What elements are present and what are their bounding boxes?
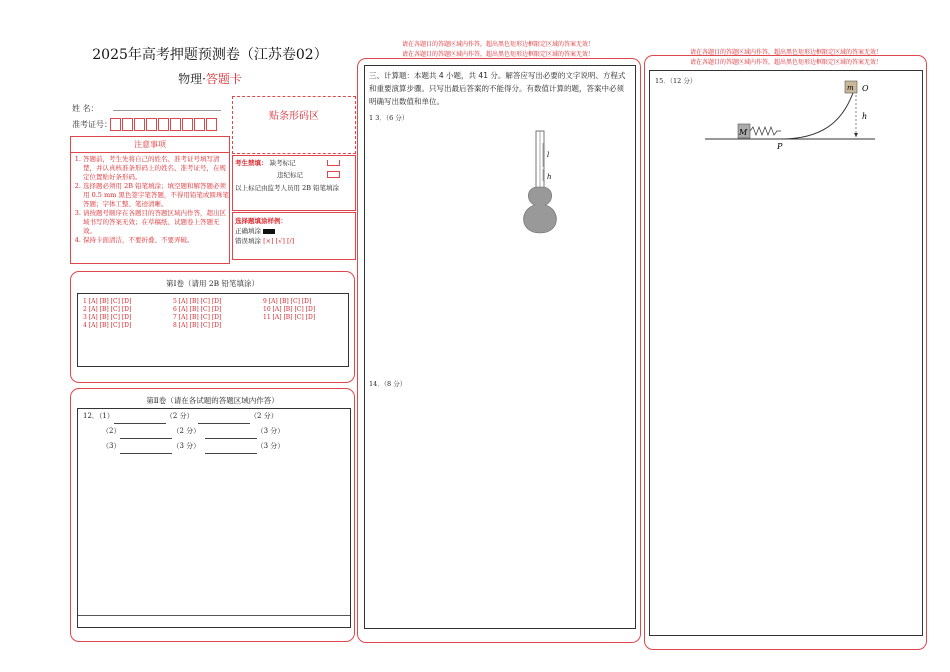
section3-instructions: 三、计算题：本题共 4 小题，共 41 分。解答应写出必要的文字说明、方程式和重要演算步骤。只写出最后答案的不能得分。有数值计算的题，答案中必须明确写出数值和单位。 xyxy=(369,71,626,106)
notes-box xyxy=(70,136,230,264)
figure-label-h: h xyxy=(547,173,552,181)
points-label: （3 分） xyxy=(172,442,201,450)
violation-label: 违纪标记 xyxy=(277,171,303,179)
correct-fill-mark xyxy=(263,229,275,234)
violation-checkbox[interactable] xyxy=(327,171,340,178)
wrong-fill-marks: [×] [√] [/] xyxy=(263,237,295,245)
answer-row[interactable]: 6 [A] [B] [C] [D] xyxy=(173,306,222,313)
figure-label-M: M xyxy=(739,128,748,137)
warning-text: 请在各题目的答题区域内作答，超出黑色矩形边框限定区域的答案无效！ xyxy=(401,41,594,48)
barcode-area xyxy=(232,96,356,154)
points-label: （3 分） xyxy=(256,427,285,435)
exam-marks-box xyxy=(232,155,356,211)
id-boxes[interactable] xyxy=(110,116,218,135)
subject-label: 物理· xyxy=(178,72,206,86)
sub-label: （3） xyxy=(102,442,121,450)
part1-title: 第Ⅰ卷（请用 2B 铅笔填涂） xyxy=(165,279,259,288)
answer-blank[interactable] xyxy=(120,431,172,439)
notes-title: 注意事项 xyxy=(71,137,229,153)
sub-label: （2） xyxy=(102,427,121,435)
q13-label: 1 3．（6 分） xyxy=(369,114,409,122)
exam-marks-note: 以上标记由监考人员用 2B 铅笔填涂 xyxy=(235,184,340,192)
points-label: （2 分） xyxy=(172,427,201,435)
note-item: 1. 答题前，考生先将自己的姓名、准考证号填写清楚，并认真核准条形码上的姓名、准考证号，在规定位置贴好条形码。 xyxy=(83,155,229,182)
answer-row[interactable]: 4 [A] [B] [C] [D] xyxy=(83,322,132,329)
warning-text: 请在各题目的答题区域内作答，超出黑色矩形边框限定区域的答案无效！ xyxy=(689,49,882,56)
figure-label-m: m xyxy=(847,84,854,92)
q12-label: 12． xyxy=(83,412,99,420)
barcode-label: 贴条形码区 xyxy=(269,111,319,122)
part2-answer-area[interactable] xyxy=(77,408,351,628)
right-section xyxy=(644,55,927,650)
warning-text: 请在各题目的答题区域内作答，超出黑色矩形边框限定区域的答案无效！ xyxy=(401,51,594,58)
answer-row[interactable]: 2 [A] [B] [C] [D] xyxy=(83,306,132,313)
fill-example-title: 选择题填涂样例： xyxy=(235,217,287,225)
wrong-fill-label: 错误填涂 xyxy=(235,237,261,245)
answer-blank[interactable] xyxy=(114,416,166,424)
answer-row[interactable]: 8 [A] [B] [C] [D] xyxy=(173,322,222,329)
absent-checkbox[interactable] xyxy=(327,160,340,166)
answer-row[interactable]: 1 [A] [B] [C] [D] xyxy=(83,298,132,305)
answer-row[interactable]: 5 [A] [B] [C] [D] xyxy=(173,298,222,305)
right-answer-area[interactable] xyxy=(649,70,923,636)
answer-row[interactable]: 10 [A] [B] [C] [D] xyxy=(263,306,316,313)
figure-label-l: l xyxy=(547,151,550,159)
gourd-bottle-figure xyxy=(515,129,565,239)
answer-row[interactable]: 3 [A] [B] [C] [D] xyxy=(83,314,132,321)
name-field[interactable] xyxy=(113,101,221,111)
figure-label-O: O xyxy=(862,84,869,93)
part2-title: 第Ⅱ卷（请在各试题的答题区域内作答） xyxy=(146,396,279,405)
exam-marks-title: 考生禁填： xyxy=(235,159,268,167)
card-subtitle xyxy=(60,70,360,87)
warning-text: 请在各题目的答题区域内作答，超出黑色矩形边框限定区域的答案无效！ xyxy=(689,59,882,66)
answer-blank[interactable] xyxy=(198,416,250,424)
exam-title: 2025年高考押题预测卷（江苏卷02） xyxy=(92,47,328,63)
name-label: 姓 名： xyxy=(72,104,99,113)
divider xyxy=(78,615,350,616)
middle-answer-area[interactable] xyxy=(364,65,636,629)
correct-fill-label: 正确填涂 xyxy=(235,227,261,235)
figure-label-P: P xyxy=(777,142,783,151)
figure-label-h: h xyxy=(862,112,868,121)
spring-block-figure xyxy=(705,79,885,154)
part1-section xyxy=(70,271,355,383)
points-label: （3 分） xyxy=(256,442,285,450)
note-item: 4. 保持卡面清洁，不要折叠、不要弄破。 xyxy=(83,236,229,245)
answer-row[interactable]: 7 [A] [B] [C] [D] xyxy=(173,314,222,321)
id-label: 准考证号： xyxy=(72,120,112,129)
answer-blank[interactable] xyxy=(120,446,172,454)
note-item: 3. 请按题号顺序在各题目的答题区域内作答，超出区域书写的答案无效；在草稿纸、试题卷上答题无效。 xyxy=(83,209,229,236)
answer-blank[interactable] xyxy=(205,431,257,439)
sub-label: （1） xyxy=(98,412,114,420)
absent-label: 缺考标记 xyxy=(269,159,296,167)
part1-answer-grid xyxy=(77,293,349,367)
card-label: 答题卡 xyxy=(205,72,242,86)
points-label: （2 分） xyxy=(165,412,194,420)
answer-row[interactable]: 9 [A] [B] [C] [D] xyxy=(263,298,312,305)
q14-label: 14．（8 分） xyxy=(369,380,407,388)
note-item: 2. 选择题必须用 2B 铅笔填涂；填空题和解答题必须用 0.5 mm 黑色签字笔答题，不得用铅笔或圆珠笔答题；字体工整、笔迹清晰。 xyxy=(83,182,229,209)
part2-section xyxy=(70,388,355,642)
q15-label: 15．（12 分） xyxy=(655,77,697,85)
answer-blank[interactable] xyxy=(205,446,257,454)
answer-row[interactable]: 11 [A] [B] [C] [D] xyxy=(263,314,316,321)
fill-example-box xyxy=(232,212,356,260)
middle-section xyxy=(357,58,641,643)
points-label: （2 分） xyxy=(250,412,278,420)
